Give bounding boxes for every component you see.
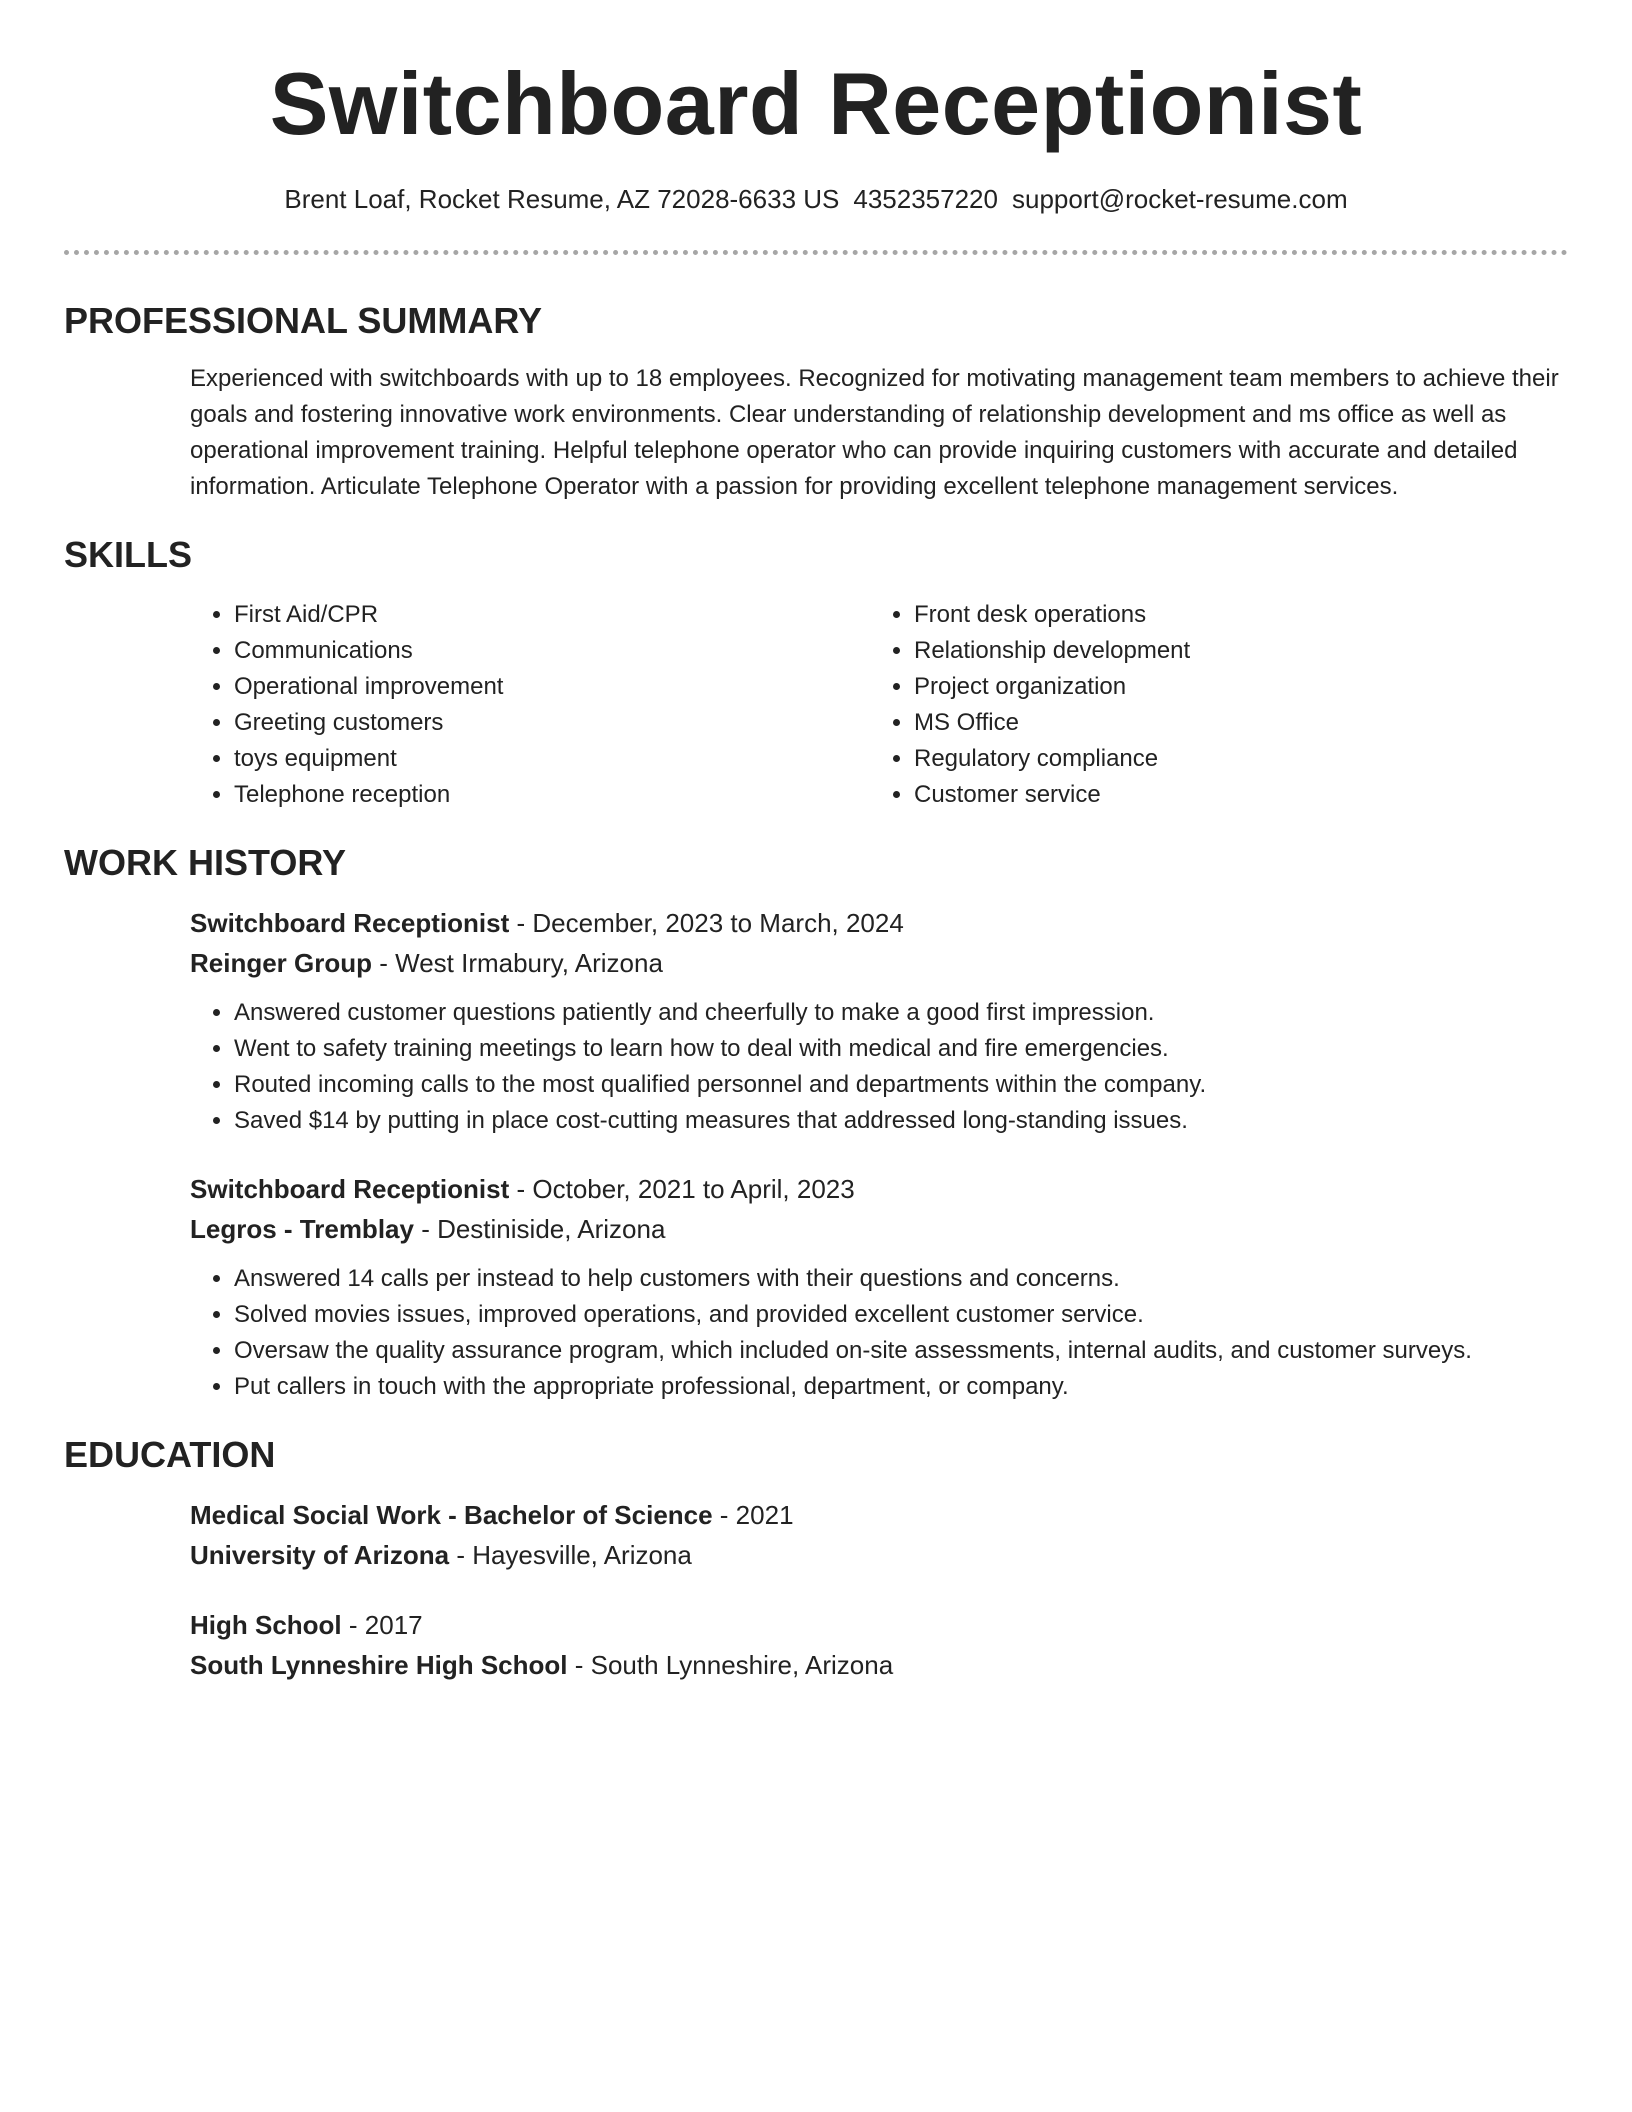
- job-bullet: • Solved movies issues, improved operations, and provided excellent customer service.: [234, 1297, 1568, 1333]
- job-bullet: • Put callers in touch with the appropriate professional, department, or company.: [234, 1369, 1568, 1405]
- education-school-line: [190, 1645, 1568, 1685]
- education-school: University of Arizona: [190, 1540, 450, 1570]
- skill-item: • Front desk operations: [914, 597, 1190, 633]
- education-entry: [190, 1605, 1568, 1685]
- job-dates: - October, 2021 to April, 2023: [509, 1174, 855, 1204]
- resume-name: Switchboard Receptionist: [269, 54, 1363, 153]
- education-degree-line: [190, 1495, 1568, 1535]
- job-company: Reinger Group: [190, 948, 373, 978]
- job-bullet: • Saved $14 by putting in place cost-cutting measures that addressed long-standing issues.: [234, 1103, 1568, 1139]
- summary-text: Experienced with switchboards with up to 18 employees. Recognized for motivating management team members to achieve their goals and fostering innovative work environments. Clear understanding of relationship development and ms office as well as operational improvement training. Helpful telephone operator who can provide inquiring customers with accurate and detailed information. Articulate Telephone Operator with a passion for providing excellent telephone management services.: [190, 365, 1559, 500]
- education-degree-line: [190, 1605, 1568, 1645]
- education-degree: Medical Social Work - Bachelor of Science: [190, 1500, 713, 1530]
- education-year: - 2017: [341, 1610, 423, 1640]
- job-location: - Destiniside, Arizona: [413, 1214, 666, 1244]
- education-year: - 2021: [712, 1500, 794, 1530]
- skill-item: • Telephone reception: [234, 777, 870, 813]
- job-entry: [190, 903, 1568, 1139]
- education-location: - South Lynneshire, Arizona: [567, 1650, 894, 1680]
- education-location: - Hayesville, Arizona: [449, 1540, 692, 1570]
- skills-heading: SKILLS: [64, 534, 193, 575]
- contact-line: [64, 182, 1568, 216]
- job-bullets: [190, 1261, 1568, 1405]
- job-dates: - December, 2023 to March, 2024: [509, 908, 904, 938]
- skill-item: • Greeting customers: [234, 705, 870, 741]
- skill-item: • Customer service: [914, 777, 1190, 813]
- skill-item: • Project organization: [914, 669, 1190, 705]
- job-entry: [190, 1169, 1568, 1405]
- education-degree: High School: [190, 1610, 342, 1640]
- skills-list: [190, 597, 1568, 813]
- skill-item: • Regulatory compliance: [914, 741, 1190, 777]
- job-bullet: • Answered customer questions patiently and cheerfully to make a good first impression.: [234, 995, 1568, 1031]
- work-history-heading: WORK HISTORY: [64, 842, 347, 883]
- job-company-line: [190, 1209, 1568, 1249]
- job-title-line: [190, 1169, 1568, 1209]
- education-heading: EDUCATION: [64, 1434, 276, 1475]
- skills-column-right: [870, 597, 1190, 813]
- job-bullet: • Went to safety training meetings to learn how to deal with medical and fire emergencies.: [234, 1031, 1568, 1067]
- job-position: Switchboard Receptionist: [190, 908, 510, 938]
- skill-item: • First Aid/CPR: [234, 597, 870, 633]
- skills-column-left: [190, 597, 870, 813]
- summary-heading: PROFESSIONAL SUMMARY: [64, 300, 543, 341]
- education-school-line: [190, 1535, 1568, 1575]
- education-school: South Lynneshire High School: [190, 1650, 568, 1680]
- job-company-line: [190, 943, 1568, 983]
- job-bullet: • Routed incoming calls to the most qualified personnel and departments within the company.: [234, 1067, 1568, 1103]
- job-bullet: • Answered 14 calls per instead to help customers with their questions and concerns.: [234, 1261, 1568, 1297]
- job-bullet: • Oversaw the quality assurance program, which included on-site assessments, internal audits, and customer surveys.: [234, 1333, 1568, 1369]
- contact-address: Brent Loaf, Rocket Resume, AZ 72028-6633 US: [284, 184, 840, 214]
- job-bullets: [190, 995, 1568, 1139]
- skill-item: • Relationship development: [914, 633, 1190, 669]
- skill-item: • Operational improvement: [234, 669, 870, 705]
- contact-email: support@rocket-resume.com: [1011, 184, 1348, 214]
- job-location: - West Irmabury, Arizona: [372, 948, 663, 978]
- header-divider: [64, 250, 1568, 255]
- job-position: Switchboard Receptionist: [190, 1174, 510, 1204]
- job-company: Legros - Tremblay: [190, 1214, 414, 1244]
- job-title-line: [190, 903, 1568, 943]
- education-entry: [190, 1495, 1568, 1575]
- skill-item: • toys equipment: [234, 741, 870, 777]
- skill-item: • Communications: [234, 633, 870, 669]
- contact-phone: 4352357220: [853, 184, 998, 214]
- skill-item: • MS Office: [914, 705, 1190, 741]
